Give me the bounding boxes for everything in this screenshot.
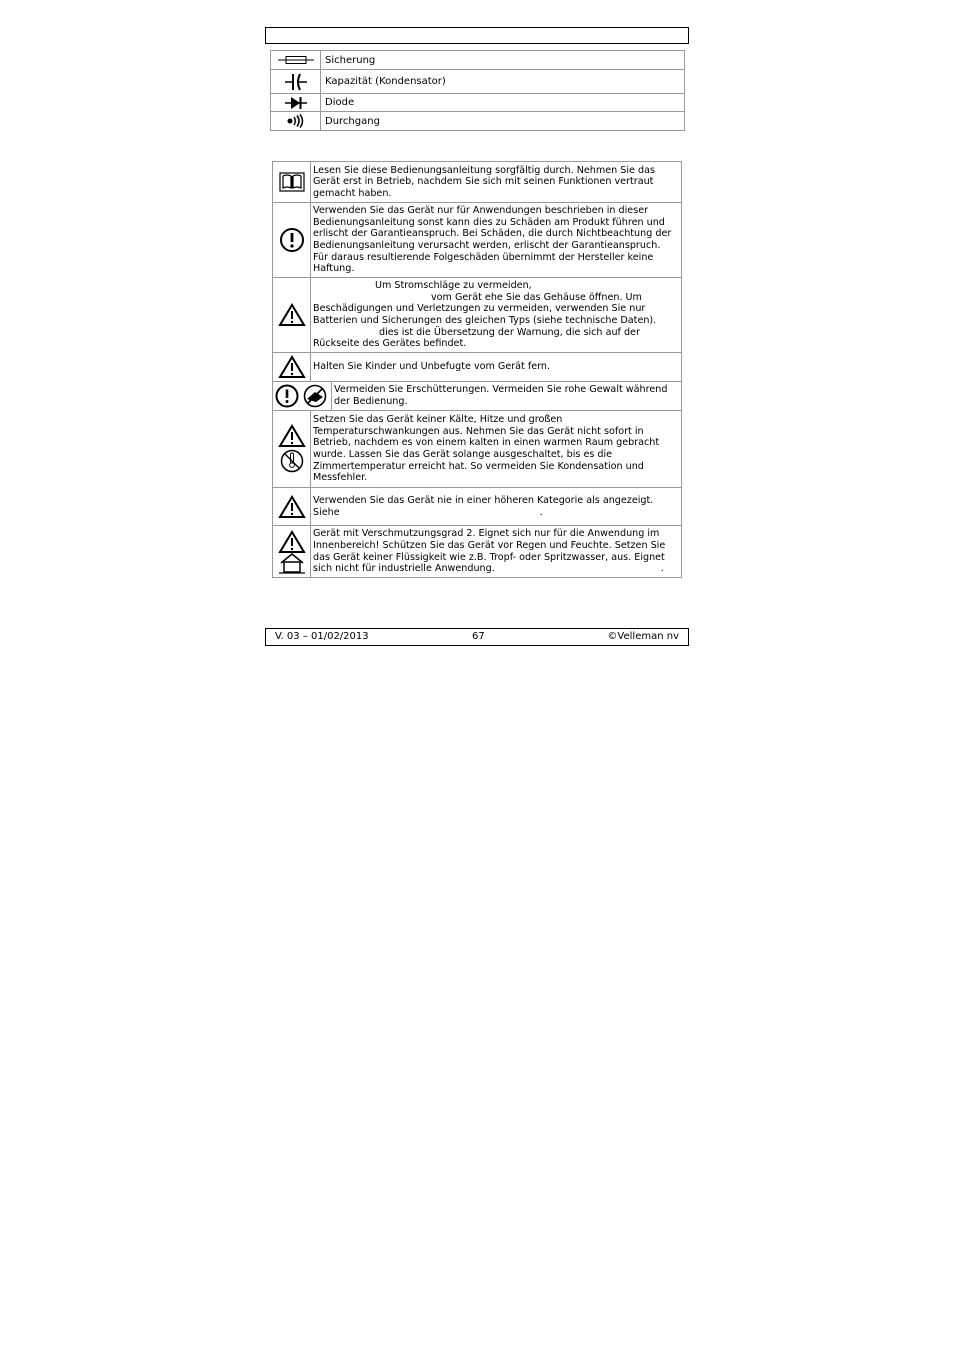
pollution-end: . — [660, 563, 664, 575]
book-icon — [273, 162, 311, 203]
symbol-label: Durchgang — [321, 112, 685, 131]
pollution-text: Gerät mit Verschmutzungsgrad 2. Eignet sich nur für die Anwendung im Innenbereich! Schützen Sie das Gerät vor Regen und Feuchte. Setzen Sie das Gerät keiner Flüssigkeit wie z.B. Tropf- oder Spritzwasser, aus. Eignet sich nicht für industrielle Anwendung. — [313, 528, 666, 575]
continuity-icon — [271, 112, 321, 131]
category-end: . — [539, 506, 543, 518]
table-row — [273, 382, 682, 411]
table-row — [271, 51, 685, 70]
warning-triangle-icon — [273, 488, 311, 526]
copyright-label: ©Velleman nv — [607, 631, 679, 642]
shock-text-2: vom Gerät ehe Sie das Gehäuse öffnen. Um Beschädigungen und Verletzungen zu vermeiden, verwenden Sie nur Batterien und Sicherungen des gleichen Typs (siehe technische Daten). — [313, 291, 657, 326]
safety-text: Lesen Sie diese Bedienungsanleitung sorgfältig durch. Nehmen Sie das Gerät erst in Betrieb, nachdem Sie sich mit seinen Funktionen vertraut gemacht haben. — [311, 162, 682, 203]
safety-table — [272, 161, 682, 578]
table-row — [271, 94, 685, 112]
table-row — [271, 70, 685, 94]
icon-pair — [273, 382, 332, 410]
caution-circle-icon — [273, 203, 311, 278]
safety-text: Halten Sie Kinder und Unbefugte vom Gerät fern. — [311, 353, 682, 382]
safety-text — [311, 278, 682, 353]
shock-text-3: dies ist die Übersetzung der Warnung, die sich auf der Rückseite des Gerätes befindet. — [313, 326, 640, 350]
shock-row — [273, 382, 681, 410]
table-row — [271, 112, 685, 131]
symbol-label: Diode — [321, 94, 685, 112]
table-row — [273, 411, 682, 488]
table-row — [273, 353, 682, 382]
page-header-box — [265, 27, 689, 44]
diode-icon — [271, 94, 321, 112]
fuse-icon — [271, 51, 321, 70]
indoor-use-icons — [273, 526, 311, 578]
table-row — [273, 488, 682, 526]
version-label: V. 03 – 01/02/2013 — [275, 631, 369, 642]
table-row — [273, 203, 682, 278]
caution-circle-icon — [275, 384, 329, 408]
safety-text: Setzen Sie das Gerät keiner Kälte, Hitze und großen Temperaturschwankungen aus. Nehmen Sie das Gerät nicht sofort in Betrieb, nachdem es von einem kalten in einen warmen Raum gebracht wurde. Lassen Sie das Gerät solange ausgeschaltet, bis es die Zimmertemperatur erreicht hat. So vermeiden Sie Kondensation und Messfehler. — [311, 411, 682, 488]
capacitor-icon — [271, 70, 321, 94]
symbol-table — [270, 50, 685, 131]
page-footer — [265, 628, 689, 646]
page-number: 67 — [472, 631, 485, 642]
safety-text — [311, 526, 682, 578]
table-row — [273, 162, 682, 203]
temperature-warning-icons — [273, 411, 311, 488]
symbol-label: Sicherung — [321, 51, 685, 70]
shock-text-1: Um Stromschläge zu vermeiden, — [375, 280, 532, 292]
safety-text — [311, 488, 682, 526]
warning-triangle-icon — [273, 278, 311, 353]
safety-text: Vermeiden Sie Erschütterungen. Vermeiden Sie rohe Gewalt während der Bedienung. — [334, 384, 668, 407]
category-text: Verwenden Sie das Gerät nie in einer höheren Kategorie als angezeigt. Siehe — [313, 494, 654, 518]
warning-triangle-icon — [273, 353, 311, 382]
table-row — [273, 278, 682, 353]
table-row — [273, 526, 682, 578]
symbol-label: Kapazität (Kondensator) — [321, 70, 685, 94]
safety-text: Verwenden Sie das Gerät nur für Anwendungen beschrieben in dieser Bedienungsanleitung sonst kann dies zu Schäden am Produkt führen und erlischt der Garantieanspruch. Bei Schäden, die durch Nichtbeachtung der Bedienungsanleitung verursacht werden, erlischt der Garantieanspruch. Für daraus resultierende Folgeschäden übernimmt der Hersteller keine Haftung. — [311, 203, 682, 278]
